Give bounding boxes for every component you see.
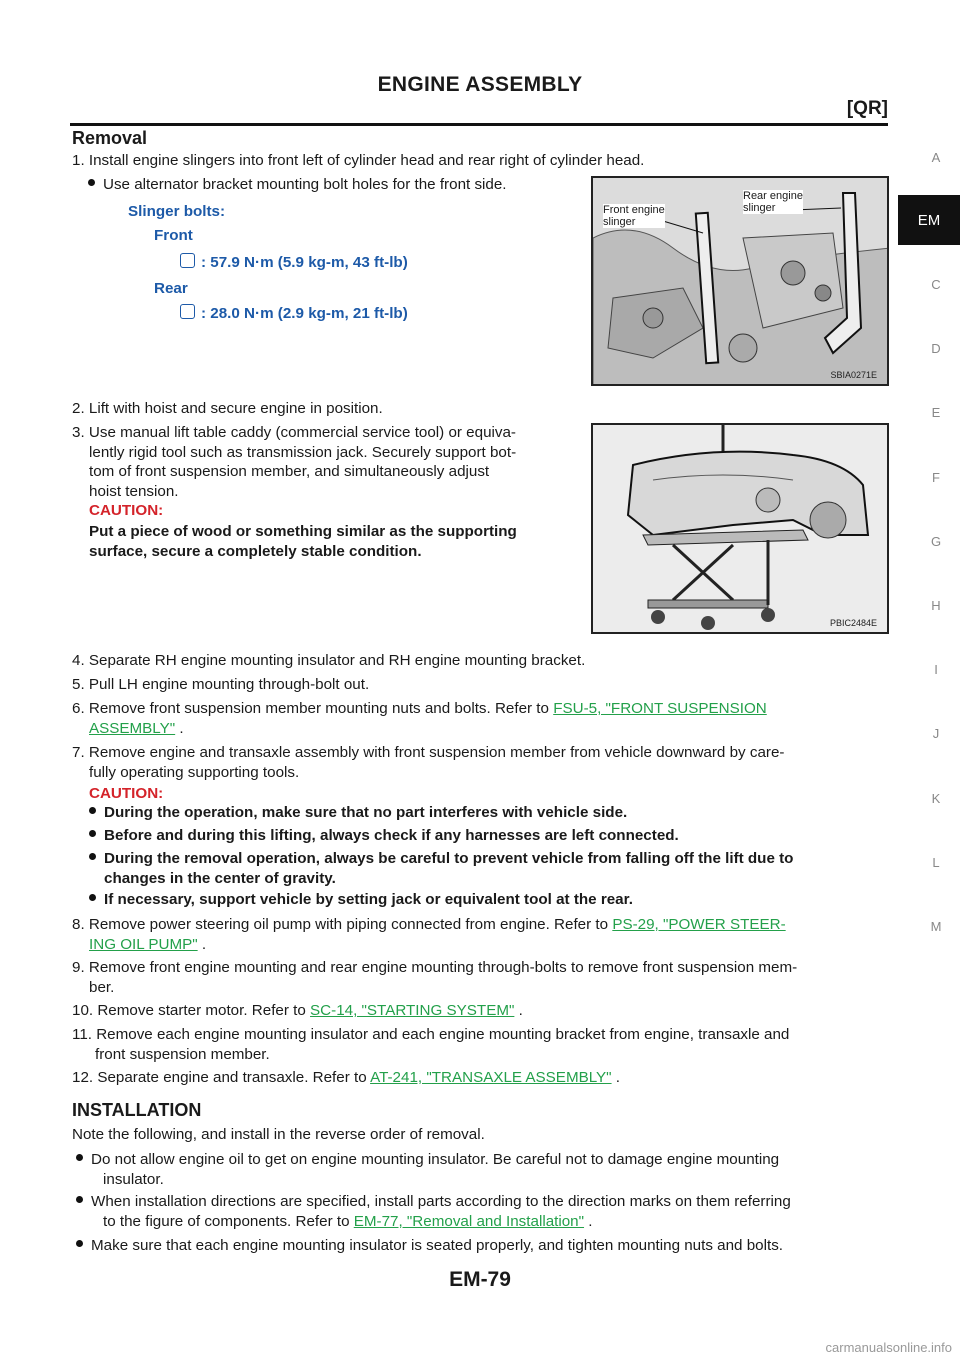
bullet-icon bbox=[76, 1154, 83, 1161]
step-11-line1: 11. Remove each engine mounting insulator and each engine mounting bracket from engine, transaxle and bbox=[72, 1026, 790, 1043]
step-3-line3: tom of front suspension member, and simultaneously adjust bbox=[89, 463, 490, 480]
caution-label: CAUTION: bbox=[89, 502, 164, 519]
link-at-241[interactable]: AT-241, "TRANSAXLE ASSEMBLY" bbox=[370, 1069, 612, 1086]
step-8 bbox=[72, 915, 890, 954]
lift-table-illustration bbox=[593, 425, 889, 634]
caution-label: CAUTION: bbox=[89, 785, 164, 802]
caution-2-bullet-3-line1: During the removal operation, always be careful to prevent vehicle from falling off the lift due to bbox=[104, 850, 794, 867]
step-3-line1: 3. Use manual lift table caddy (commercial service tool) or equiva- bbox=[72, 424, 516, 441]
step-10-text: 10. Remove starter motor. Refer to bbox=[72, 1002, 306, 1019]
installation-bullet-1-line2: insulator. bbox=[103, 1170, 164, 1188]
figure-id: SBIA0271E bbox=[830, 370, 877, 380]
rear-label: Rear bbox=[154, 280, 188, 297]
bullet-icon bbox=[89, 830, 96, 837]
installation-bullet-1 bbox=[76, 1150, 779, 1189]
rear-torque-value: : 28.0 N·m (2.9 kg-m, 21 ft-lb) bbox=[201, 305, 408, 322]
sidebar-letter-e[interactable]: E bbox=[931, 405, 941, 420]
bullet-icon bbox=[76, 1240, 83, 1247]
step-3-line2: lently rigid tool such as transmission jack. Securely support bot- bbox=[89, 443, 517, 461]
step-11-line2: front suspension member. bbox=[95, 1045, 270, 1063]
bullet-icon bbox=[88, 179, 95, 186]
caution-1-text bbox=[89, 522, 517, 561]
step-12 bbox=[72, 1068, 620, 1088]
rear-slinger-label-line1: Rear engine bbox=[743, 190, 803, 202]
bullet-icon bbox=[89, 853, 96, 860]
link-em-77[interactable]: EM-77, "Removal and Installation" bbox=[353, 1212, 585, 1230]
removal-heading: Removal bbox=[72, 128, 148, 148]
sidebar-tab-em[interactable]: EM bbox=[898, 195, 960, 245]
front-slinger-label bbox=[603, 204, 665, 228]
front-torque bbox=[180, 254, 408, 271]
step-9 bbox=[72, 958, 797, 997]
step-7-line2: fully operating supporting tools. bbox=[89, 763, 300, 781]
torque-wrench-icon bbox=[180, 253, 195, 268]
step-10-end: . bbox=[514, 1002, 523, 1019]
step-8-text: 8. Remove power steering oil pump with piping connected from engine. Refer to bbox=[72, 916, 609, 933]
step-12-end: . bbox=[611, 1069, 621, 1086]
watermark: carmanualsonline.info bbox=[825, 1340, 952, 1355]
rear-torque bbox=[180, 305, 408, 322]
step-7-line1: 7. Remove engine and transaxle assembly with front suspension member from vehicle downward by care- bbox=[72, 744, 785, 761]
torque-wrench-icon bbox=[180, 304, 195, 319]
link-ps-29-cont[interactable]: ING OIL PUMP" bbox=[89, 935, 198, 953]
step-10 bbox=[72, 1001, 523, 1021]
caution-2-bullet-1-text: During the operation, make sure that no part interferes with vehicle side. bbox=[104, 804, 628, 821]
installation-bullet-2-end: . bbox=[584, 1212, 593, 1230]
bullet-icon bbox=[89, 807, 96, 814]
step-12-text: 12. Separate engine and transaxle. Refer to bbox=[72, 1069, 367, 1086]
step-3-line4: hoist tension. bbox=[89, 482, 179, 500]
step-9-line2: ber. bbox=[89, 978, 115, 996]
step-11 bbox=[72, 1025, 789, 1064]
sidebar-letter-f[interactable]: F bbox=[932, 470, 940, 485]
installation-bullet-3-text: Make sure that each engine mounting insulator is seated properly, and tighten mounting nuts and bolts. bbox=[91, 1237, 784, 1254]
caution-2-bullet-3-line2: changes in the center of gravity. bbox=[104, 869, 336, 887]
bullet-icon bbox=[76, 1196, 83, 1203]
link-ps-29[interactable]: PS-29, "POWER STEER- bbox=[612, 916, 786, 933]
step-8-end: . bbox=[197, 935, 207, 953]
caution-2-bullet-3 bbox=[89, 849, 793, 888]
installation-bullet-3 bbox=[76, 1236, 783, 1256]
figure-id: PBIC2484E bbox=[829, 618, 877, 628]
step-4: 4. Separate RH engine mounting insulator and RH engine mounting bracket. bbox=[72, 652, 586, 669]
installation-intro: Note the following, and install in the reverse order of removal. bbox=[72, 1126, 485, 1143]
sidebar-letter-i[interactable]: I bbox=[934, 662, 938, 677]
step-2: 2. Lift with hoist and secure engine in position. bbox=[72, 400, 383, 417]
front-slinger-label-line1: Front engine bbox=[603, 204, 665, 216]
installation-heading: INSTALLATION bbox=[72, 1100, 202, 1120]
link-fsu-5-cont[interactable]: ASSEMBLY" bbox=[89, 719, 176, 737]
step-6-end: . bbox=[175, 719, 184, 737]
sidebar-letter-c[interactable]: C bbox=[931, 277, 941, 292]
sidebar-letter-a[interactable]: A bbox=[931, 150, 941, 165]
step-6 bbox=[72, 699, 890, 738]
link-fsu-5[interactable]: FSU-5, "FRONT SUSPENSION bbox=[553, 700, 767, 717]
page-title: ENGINE ASSEMBLY bbox=[377, 73, 583, 96]
caution-2-bullet-2-text: Before and during this lifting, always check if any harnesses are left connected. bbox=[104, 827, 679, 844]
caution-2-bullet-1 bbox=[89, 803, 627, 823]
sidebar-letter-h[interactable]: H bbox=[931, 598, 941, 613]
caution-1-line2: surface, secure a completely stable condition. bbox=[89, 542, 422, 560]
installation-bullet-2 bbox=[76, 1192, 791, 1231]
figure-lift-table bbox=[591, 423, 889, 634]
rear-slinger-label-line2: slinger bbox=[743, 202, 776, 214]
caution-2-bullet-4-text: If necessary, support vehicle by setting jack or equivalent tool at the rear. bbox=[104, 891, 633, 908]
front-torque-value: : 57.9 N·m (5.9 kg-m, 43 ft-lb) bbox=[201, 254, 408, 271]
link-sc-14[interactable]: SC-14, "STARTING SYSTEM" bbox=[310, 1002, 515, 1019]
figure-engine-slingers bbox=[591, 176, 889, 386]
installation-bullet-2-line2: to the figure of components. Refer to bbox=[103, 1212, 350, 1230]
step-7 bbox=[72, 743, 784, 782]
step-1-bullet-text: Use alternator bracket mounting bolt holes for the front side. bbox=[103, 176, 507, 193]
installation-bullet-1-line1: Do not allow engine oil to get on engine mounting insulator. Be careful not to damage engine mounting bbox=[91, 1151, 780, 1168]
sidebar-letter-k[interactable]: K bbox=[931, 791, 941, 806]
step-6-text: 6. Remove front suspension member mounting nuts and bolts. Refer to bbox=[72, 700, 549, 717]
engine-code: [QR] bbox=[846, 98, 888, 119]
step-1: 1. Install engine slingers into front left of cylinder head and rear right of cylinder head. bbox=[72, 152, 645, 169]
front-slinger-label-line2: slinger bbox=[603, 216, 636, 228]
bullet-icon bbox=[89, 894, 96, 901]
rear-slinger-label bbox=[743, 190, 803, 214]
step-3 bbox=[72, 423, 516, 501]
header-rule bbox=[70, 123, 888, 126]
sidebar-letter-g[interactable]: G bbox=[930, 534, 942, 549]
step-5: 5. Pull LH engine mounting through-bolt out. bbox=[72, 676, 370, 693]
slinger-bolts-title: Slinger bolts: bbox=[128, 203, 226, 220]
sidebar-letter-d[interactable]: D bbox=[931, 341, 941, 356]
front-label: Front bbox=[154, 227, 193, 244]
caution-2-bullet-4 bbox=[89, 890, 633, 910]
caution-2-bullet-2 bbox=[89, 826, 679, 846]
sidebar-letter-m[interactable]: M bbox=[930, 919, 942, 934]
sidebar-letter-j[interactable]: J bbox=[932, 726, 940, 741]
step-9-line1: 9. Remove front engine mounting and rear engine mounting through-bolts to remove front suspension mem- bbox=[72, 959, 798, 976]
page-number: EM-79 bbox=[449, 1268, 511, 1291]
sidebar-letter-l[interactable]: L bbox=[932, 855, 940, 870]
caution-1-line1: Put a piece of wood or something similar as the supporting bbox=[89, 523, 517, 540]
step-1-bullet bbox=[88, 175, 507, 195]
installation-bullet-2-line1: When installation directions are specified, install parts according to the direction marks on them referring bbox=[91, 1193, 791, 1210]
